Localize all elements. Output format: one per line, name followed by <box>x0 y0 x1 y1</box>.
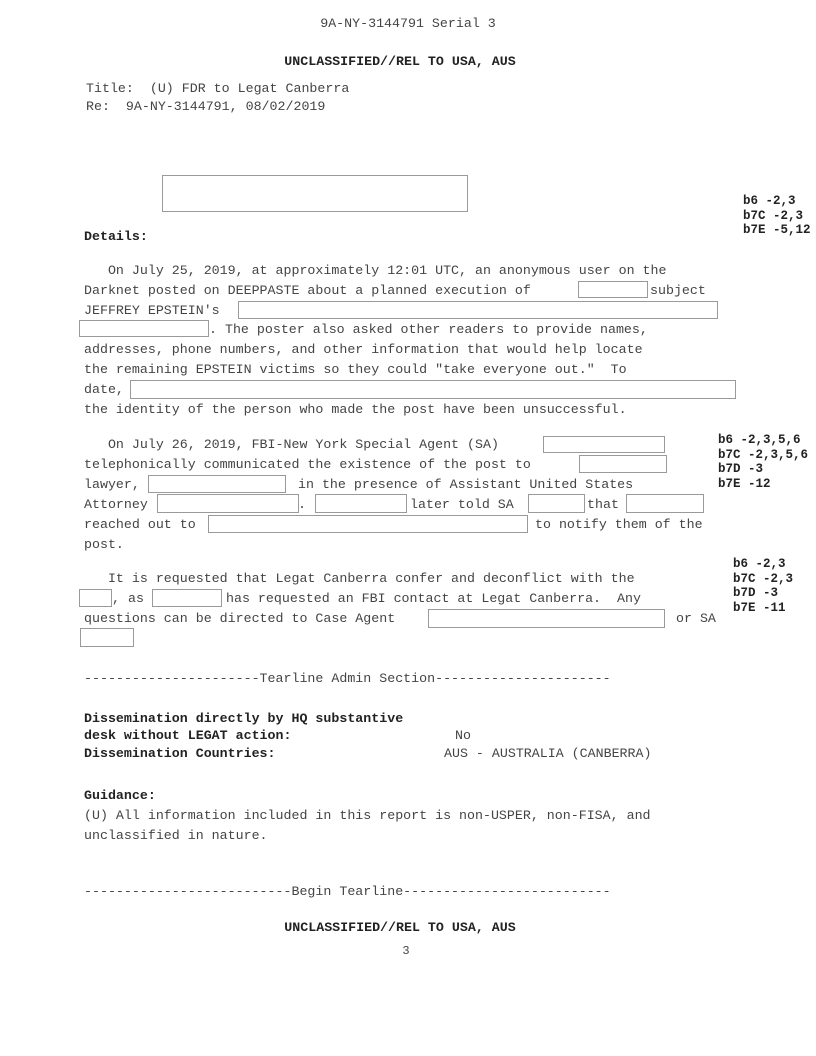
redaction-box <box>578 281 648 298</box>
doc-reference: Re: 9A-NY-3144791, 08/02/2019 <box>86 99 326 114</box>
para1-line5: addresses, phone numbers, and other information that would help locate <box>84 342 643 357</box>
para2-line3a: lawyer, <box>84 477 140 492</box>
redaction-box <box>315 494 407 513</box>
para1-line2b: subject <box>650 283 706 298</box>
redaction-box <box>428 609 665 628</box>
redaction-box <box>148 475 286 493</box>
redaction-box <box>130 380 736 399</box>
para2-line1: On July 26, 2019, FBI-New York Special Agent (SA) <box>84 437 499 452</box>
serial-number: 9A-NY-3144791 Serial 3 <box>320 16 496 31</box>
redaction-box <box>79 589 112 607</box>
dissemination-label-1: Dissemination directly by HQ substantive <box>84 711 404 726</box>
para3-line2a: , as <box>112 591 144 606</box>
redaction-box <box>528 494 585 513</box>
para2-line3b: in the presence of Assistant United States <box>298 477 634 492</box>
redaction-box <box>626 494 704 513</box>
para1-line4: . The poster also asked other readers to provide names, <box>209 322 648 337</box>
para2-line5a: reached out to <box>84 517 196 532</box>
para3-line1: It is requested that Legat Canberra confer and deconflict with the <box>84 571 635 586</box>
countries-label: Dissemination Countries: <box>84 746 276 761</box>
redaction-box <box>543 436 665 453</box>
redaction-box <box>162 175 468 212</box>
para2-line4b: . <box>298 497 306 512</box>
redaction-box <box>157 494 299 513</box>
guidance-line2: unclassified in nature. <box>84 828 268 843</box>
classification-banner-bottom: UNCLASSIFIED//REL TO USA, AUS <box>284 920 516 935</box>
para2-line6: post. <box>84 537 124 552</box>
tearline-admin-divider: ----------------------Tearline Admin Section---------------------- <box>84 671 611 686</box>
para1-line7: date, <box>84 382 124 397</box>
para2-line4a: Attorney <box>84 497 148 512</box>
redaction-box <box>152 589 222 607</box>
page-number: 3 <box>402 944 410 958</box>
para3-line2b: has requested an FBI contact at Legat Canberra. Any <box>226 591 641 606</box>
redaction-box <box>238 301 718 319</box>
para2-line4c: later told SA <box>410 497 514 512</box>
redaction-box <box>208 515 528 533</box>
classification-banner-top: UNCLASSIFIED//REL TO USA, AUS <box>284 54 516 69</box>
para1-line3: JEFFREY EPSTEIN's <box>84 303 220 318</box>
para2-line5b: to notify them of the <box>535 517 703 532</box>
para1-line2a: Darknet posted on DEEPPASTE about a planned execution of <box>84 283 531 298</box>
para2-line4d: that <box>587 497 619 512</box>
para1-line8: the identity of the person who made the post have been unsuccessful. <box>84 402 627 417</box>
redaction-box <box>80 628 134 647</box>
para1-line6: the remaining EPSTEIN victims so they could "take everyone out." To <box>84 362 627 377</box>
exemption-codes-3: b6 -2,3 b7C -2,3 b7D -3 b7E -11 <box>733 557 794 615</box>
doc-title: Title: (U) FDR to Legat Canberra <box>86 81 350 96</box>
para3-line3b: or SA <box>676 611 716 626</box>
redaction-box <box>579 455 667 473</box>
begin-tearline-divider: --------------------------Begin Tearline-------------------------- <box>84 884 611 899</box>
exemption-codes-1: b6 -2,3 b7C -2,3 b7E -5,12 <box>743 194 811 237</box>
para2-line2: telephonically communicated the existence of the post to <box>84 457 531 472</box>
dissemination-value: No <box>455 728 471 743</box>
guidance-line1: (U) All information included in this report is non-USPER, non-FISA, and <box>84 808 651 823</box>
exemption-codes-2: b6 -2,3,5,6 b7C -2,3,5,6 b7D -3 b7E -12 <box>718 433 809 491</box>
para3-line3a: questions can be directed to Case Agent <box>84 611 396 626</box>
guidance-heading: Guidance: <box>84 788 156 803</box>
redaction-box <box>79 320 209 337</box>
dissemination-label-2: desk without LEGAT action: <box>84 728 292 743</box>
details-heading: Details: <box>84 229 148 244</box>
countries-value: AUS - AUSTRALIA (CANBERRA) <box>444 746 652 761</box>
para1-line1: On July 25, 2019, at approximately 12:01 UTC, an anonymous user on the <box>84 263 667 278</box>
